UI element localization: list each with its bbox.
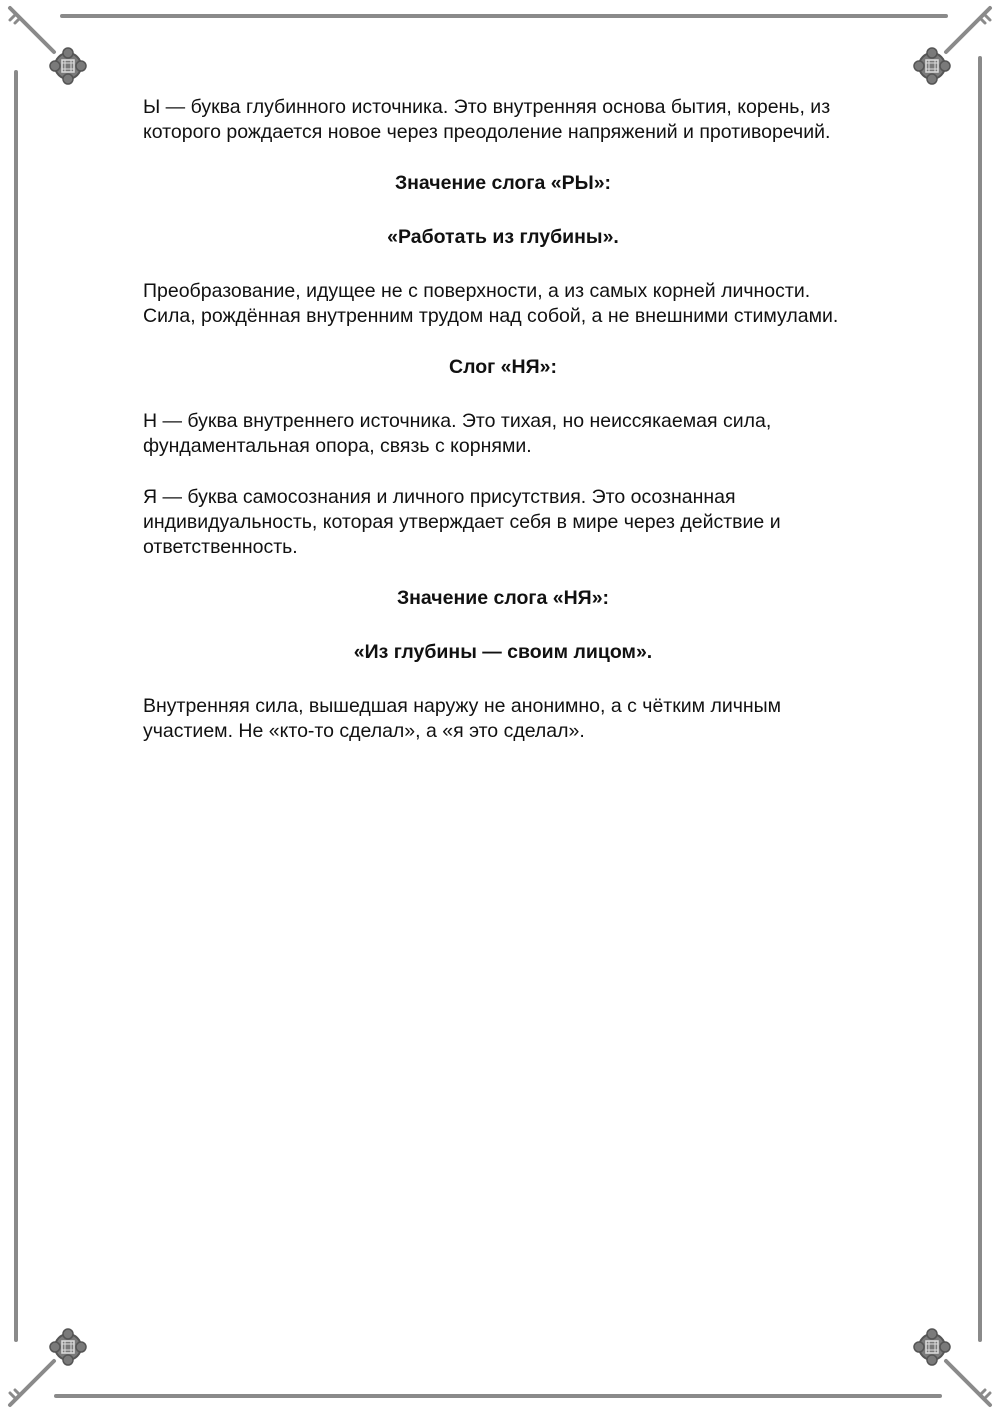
page-content [143,95,863,770]
heading-syllable-nya-meaning: Значение слога «НЯ»: [396,587,610,609]
heading-ry-motto: «Работать из глубины». [387,226,619,248]
heading-nya-motto: «Из глубины — своим лицом». [353,641,653,663]
heading-syllable-nya: Слог «НЯ»: [449,356,557,378]
key-icon-bottom-left [10,1329,86,1405]
key-icon-top-left [10,8,86,84]
paragraph-letter-ya: Я — буква самосознания и личного присутствия. Это осознанная индивидуальность, которая утверждает себя в мире через действие и ответственность. [143,486,781,558]
paragraph-ry-description: Преобразование, идущее не с поверхности, а из самых корней личности. Сила, рождённая внутренним трудом над собой, а не внешними стимулами. [143,280,839,327]
paragraph-letter-y: Ы — буква глубинного источника. Это внутренняя основа бытия, корень, из которого рождается новое через преодоление напряжений и противоречий. [143,96,831,143]
heading-syllable-ry-meaning: Значение слога «РЫ»: [394,172,612,194]
paragraph-nya-description: Внутренняя сила, вышедшая наружу не анонимно, а с чётким личным участием. Не «кто-то сделал», а «я это сделал». [143,695,782,742]
paragraph-letter-n: Н — буква внутреннего источника. Это тихая, но неиссякаемая сила, фундаментальная опора, связь с корнями. [143,410,772,457]
